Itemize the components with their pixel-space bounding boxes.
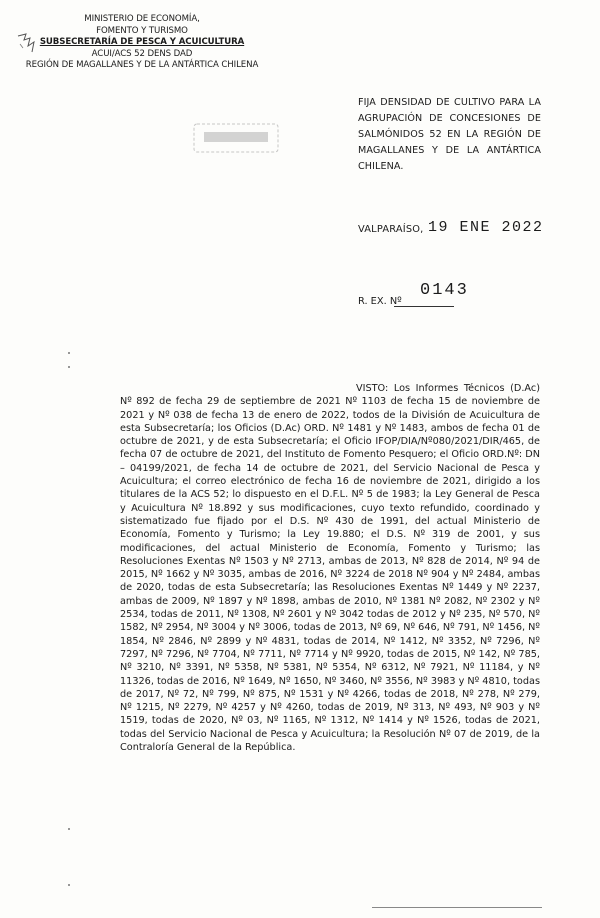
margin-mark bbox=[68, 352, 70, 354]
ministry-line-2: FOMENTO Y TURISMO bbox=[96, 25, 188, 36]
subsecretaria-line: SUBSECRETARÍA DE PESCA Y ACUICULTURA bbox=[39, 37, 245, 48]
margin-mark bbox=[68, 884, 70, 886]
region-line: REGIÓN DE MAGALLANES Y DE LA ANTÁRTICA CHILENA bbox=[25, 60, 259, 71]
visto-paragraph: VISTO: Los Informes Técnicos (D.Ac) Nº 892 de fecha 29 de septiembre de 2021 Nº 1103 de fecha 15 de noviembre de 2021 y Nº 038 de fecha 13 de enero de 2022, todos de la División de Acuicultura de esta Subsecretaría; los Oficios (D.Ac) ORD. Nº 1481 y Nº 1483, ambos de fecha 01 de octubre de 2021, y de esta Subsecretaría; el Oficio IFOP/DIA/Nº080/2021/DIR/465, de fecha 07 de octubre de 2021, del Instituto de Fomento Pesquero; el Oficio ORD.Nº: DN – 04199/2021, de fecha 14 de octubre de 2021, del Servicio Nacional de Pesca y Acuicultura; el correo electrónico de fecha 16 de noviembre de 2021, dirigido a los titulares de la ACS 52; lo dispuesto en el D.F.L. Nº 5 de 1983; la Ley General de Pesca y Acuicultura Nº 18.892 y sus modificaciones, cuyo texto refundido, coordinado y sistematizado fue fijado por el D.S. Nº 430 de 1991, del actual Ministerio de Economía, Fomento y Turismo; la Ley 19.880; el D.S. Nº 319 de 2001, y sus modificaciones, del actual Ministerio de Economía, Fomento y Turismo; las Resoluciones Exentas Nº 1503 y Nº 2713, ambas de 2013, Nº 828 de 2014, Nº 94 de 2015, Nº 1662 y Nº 3035, ambas de 2016, Nº 3224 de 2018 Nº 904 y Nº 2484, ambas de 2020, todas de esta Subsecretaría; las Resoluciones Exentas Nº 1449 y Nº 2237, ambas de 2009, Nº 1897 y Nº 1898, ambas de 2010, Nº 1381 Nº 2082, Nº 2302 y Nº 2534, todas de 2011, Nº 1308, Nº 2601 y Nº 3042 todas de 2012 y Nº 235, Nº 570, Nº 1582, Nº 2954, Nº 3004 y Nº 3006, todas de 2013, Nº 69, Nº 646, Nº 791, Nº 1456, Nº 1854, Nº 2846, Nº 2899 y Nº 4831, todas de 2014, Nº 1412, Nº 3352, Nº 7296, Nº 7297, Nº 7296, Nº 7704, Nº 7711, Nº 7714 y Nº 9920, todas de 2015, Nº 142, Nº 785, Nº 3210, Nº 3391, Nº 5358, Nº 5381, Nº 5354, Nº 6312, Nº 7921, Nº 11184, y Nº 11326, todas de 2016, Nº 1649, Nº 1650, Nº 3460, Nº 3556, Nº 3983 y Nº 4810, todas de 2017, Nº 72, Nº 799, Nº 875, Nº 1531 y Nº 4266, todas de 2018, Nº 278, Nº 279, Nº 1215, Nº 2279, Nº 4257 y Nº 4260, todas de 2019, Nº 313, Nº 493, Nº 903 y Nº 1519, todas de 2020, Nº 03, Nº 1165, Nº 1312, Nº 1414 y Nº 1526, todas de 2021, todas del Servicio Nacional de Pesca y Acuicultura; la Resolución Nº 07 de 2019, de la Contraloría General de la República. bbox=[120, 383, 540, 754]
letterhead bbox=[22, 14, 262, 72]
faded-stamp-icon bbox=[190, 118, 282, 158]
margin-mark bbox=[68, 828, 70, 830]
resolution-number-line bbox=[394, 306, 454, 307]
resolution-number-label: R. EX. Nº bbox=[358, 296, 402, 307]
ministry-line: MINISTERIO DE ECONOMÍA, bbox=[84, 14, 200, 24]
reference-code: ACUI/ACS 52 DENS DAD bbox=[91, 48, 193, 59]
resolution-number: 0143 bbox=[420, 281, 469, 300]
issue-date-stamp: 19 ENE 2022 bbox=[428, 219, 544, 236]
margin-mark bbox=[68, 366, 70, 368]
issue-place: VALPARAÍSO, bbox=[358, 224, 424, 235]
resolution-subject: FIJA DENSIDAD DE CULTIVO PARA LA AGRUPACIÓN DE CONCESIONES DE SALMÓNIDOS 52 EN LA REGIÓN DE MAGALLANES Y DE LA ANTÁRTICA CHILENA. bbox=[358, 97, 541, 172]
footer-rule bbox=[372, 907, 542, 908]
institution-logo-icon bbox=[14, 30, 42, 58]
